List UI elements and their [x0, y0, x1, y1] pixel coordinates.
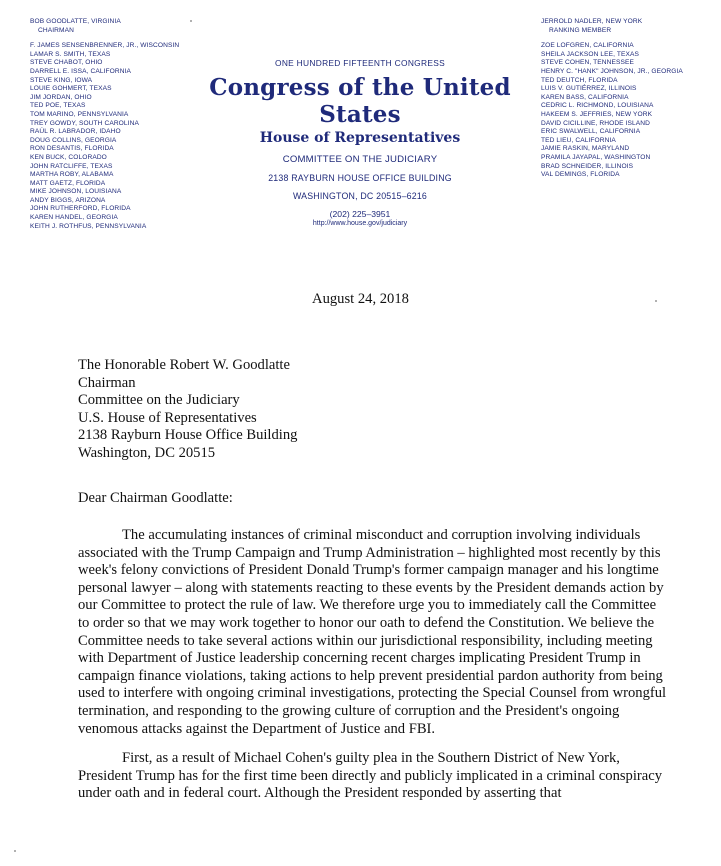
member-name: RON DESANTIS, FLORIDA [30, 145, 114, 153]
member-name: CEDRIC L. RICHMOND, LOUISIANA [541, 102, 654, 110]
member-name: DAVID CICILLINE, RHODE ISLAND [541, 119, 651, 127]
salutation: Dear Chairman Goodlatte: [78, 490, 233, 506]
member-name: ERIC SWALWELL, CALIFORNIA [541, 128, 641, 136]
member-name: MARTHA ROBY, ALABAMA [30, 171, 114, 179]
body-paragraph-1 [78, 527, 668, 738]
member-name: JERROLD NADLER, NEW YORK [541, 18, 643, 25]
member-name: LUIS V. GUTIÉRREZ, ILLINOIS [541, 85, 637, 93]
recipient-address [78, 357, 297, 463]
member-name: TED DEUTCH, FLORIDA [541, 76, 618, 84]
member-name: KAREN BASS, CALIFORNIA [541, 93, 629, 101]
paragraph-text: The accumulating instances of criminal misconduct and corruption involving individuals associated with the Trump Campaign and Trump Administration – highlighted most recently by this week's felony convictions of President Donald Trump's former campaign manager and his longtime personal lawyer – along with statements reacting to these events by the President demands action by our Committee to protect the rule of law. We therefore urge you to immediately call the Committee to order so that we may work together to honor our oath to defend the Constitution. We believe the Committee needs to take several actions within our jurisdictional responsibility, including meeting with Department of Justice leadership concerning recent charges implicating President Trump in campaign finance violations, taking actions to help prevent presidential pardon authority from being used to interfere with ongoing criminal investigations, protecting the Special Counsel from wrongful termination, and responding to the growing culture of corruption and the President's ongoing venomous attacks against the Department of Justice and FBI. [78, 527, 667, 737]
member-name: F. JAMES SENSENBRENNER, JR., WISCONSIN [30, 42, 180, 50]
member-name: JOHN RUTHERFORD, FLORIDA [30, 205, 131, 213]
member-name: TED LIEU, CALIFORNIA [541, 136, 616, 144]
member-name: ANDY BIGGS, ARIZONA [30, 196, 106, 204]
member-name: MATT GAETZ, FLORIDA [30, 179, 106, 187]
member-name: DOUG COLLINS, GEORGIA [30, 136, 117, 144]
address-line: The Honorable Robert W. Goodlatte [78, 357, 290, 373]
phone-number: (202) 225–3951 [329, 209, 391, 219]
member-name: LOUIE GOHMERT, TEXAS [30, 85, 112, 93]
member-name: TED POE, TEXAS [30, 102, 86, 110]
member-role: CHAIRMAN [38, 26, 74, 34]
committee-name: COMMITTEE ON THE JUDICIARY [282, 154, 438, 165]
member-name: KEITH J. ROTHFUS, PENNSYLVANIA [30, 222, 147, 230]
member-name: LAMAR S. SMITH, TEXAS [30, 50, 111, 58]
address-line: Washington, DC 20515 [78, 444, 216, 461]
scan-speck [14, 850, 16, 852]
member-name: TOM MARINO, PENNSYLVANIA [30, 110, 129, 118]
member-name: STEVE COHEN, TENNESSEE [541, 59, 634, 67]
building-address: 2138 RAYBURN HOUSE OFFICE BUILDING [268, 173, 452, 183]
minority-members-list [541, 18, 721, 180]
member-name: BOB GOODLATTE, VIRGINIA [30, 18, 121, 25]
scan-speck [190, 20, 192, 22]
letterhead [190, 58, 530, 227]
member-name: STEVE KING, IOWA [30, 76, 93, 84]
address-line: Committee on the Judiciary [78, 392, 240, 409]
member-name: ZOE LOFGREN, CALIFORNIA [541, 42, 634, 50]
member-name: JOHN RATCLIFFE, TEXAS [30, 162, 113, 170]
address-line: Chairman [78, 374, 136, 391]
member-name: MIKE JOHNSON, LOUISIANA [30, 188, 122, 196]
member-name: PRAMILA JAYAPAL, WASHINGTON [541, 153, 651, 161]
congress-name: Congress of the United States [209, 74, 511, 128]
member-name: JIM JORDAN, OHIO [30, 93, 92, 101]
letter-date: August 24, 2018 [312, 291, 409, 307]
congress-number: ONE HUNDRED FIFTEENTH CONGRESS [275, 58, 445, 68]
member-name: TREY GOWDY, SOUTH CAROLINA [30, 119, 139, 127]
body-paragraph-2 [78, 750, 668, 803]
address-line: 2138 Rayburn House Office Building [78, 427, 298, 444]
city-address: WASHINGTON, DC 20515–6216 [292, 191, 428, 201]
member-name: DARRELL E. ISSA, CALIFORNIA [30, 67, 132, 75]
website-url: http://www.house.gov/judiciary [312, 220, 408, 227]
member-name: JAMIE RASKIN, MARYLAND [541, 145, 630, 153]
house-name: House of Representatives [259, 130, 461, 146]
member-name: VAL DEMINGS, FLORIDA [541, 171, 620, 179]
member-name: SHEILA JACKSON LEE, TEXAS [541, 50, 640, 58]
address-line: U.S. House of Representatives [78, 409, 257, 426]
member-name: HENRY C. "HANK" JOHNSON, JR., GEORGIA [541, 67, 683, 75]
scan-speck [655, 300, 657, 302]
member-name: RAÚL R. LABRADOR, IDAHO [30, 128, 121, 136]
paragraph-text: First, as a result of Michael Cohen's guilty plea in the Southern District of New York, President Trump has for the first time been directly and publicly implicated in a criminal conspiracy under oath and in federal court. Although the President responded by asserting that [78, 750, 663, 802]
member-name: STEVE CHABOT, OHIO [30, 59, 103, 67]
member-name: KAREN HANDEL, GEORGIA [30, 214, 118, 222]
member-name: KEN BUCK, COLORADO [30, 153, 107, 161]
member-role: RANKING MEMBER [549, 26, 612, 34]
member-name: BRAD SCHNEIDER, ILLINOIS [541, 162, 634, 170]
member-name: HAKEEM S. JEFFRIES, NEW YORK [541, 110, 653, 118]
